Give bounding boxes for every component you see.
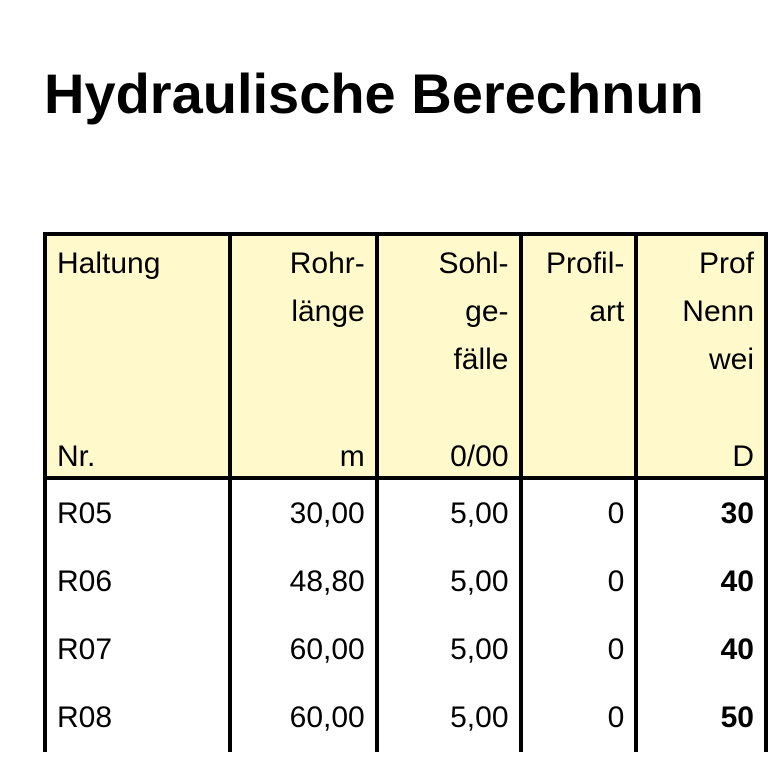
cell-nennweite: 30 (636, 478, 766, 548)
cell-sohlgefaelle: 5,00 (377, 684, 521, 752)
header-rohrlaenge: Rohr- länge (230, 234, 376, 434)
unit-haltung: Nr. (45, 434, 230, 478)
cell-sohlgefaelle: 5,00 (377, 548, 521, 616)
header-haltung: Haltung (45, 234, 230, 434)
table-unit-row (45, 434, 766, 478)
cell-rohrlaenge: 48,80 (230, 548, 376, 616)
cell-sohlgefaelle: 5,00 (377, 478, 521, 548)
cell-sohlgefaelle: 5,00 (377, 616, 521, 684)
unit-sohlgefaelle: 0/00 (377, 434, 521, 478)
cell-haltung: R05 (45, 478, 230, 548)
hydraulic-table (43, 232, 768, 752)
cell-haltung: R06 (45, 548, 230, 616)
cell-rohrlaenge: 60,00 (230, 616, 376, 684)
header-sohlgefaelle: Sohl- ge- fälle (377, 234, 521, 434)
cell-profilart: 0 (521, 548, 637, 616)
cell-profilart: 0 (521, 478, 637, 548)
header-profilart: Profil- art (521, 234, 637, 434)
table-row (45, 478, 766, 548)
cell-rohrlaenge: 60,00 (230, 684, 376, 752)
cell-rohrlaenge: 30,00 (230, 478, 376, 548)
unit-rohrlaenge: m (230, 434, 376, 478)
table-row (45, 684, 766, 752)
cell-profilart: 0 (521, 616, 637, 684)
unit-profilart (521, 434, 637, 478)
cell-nennweite: 40 (636, 616, 766, 684)
cell-profilart: 0 (521, 684, 637, 752)
cell-haltung: R07 (45, 616, 230, 684)
unit-nennweite: D (636, 434, 766, 478)
page-title: Hydraulische Berechnun (44, 62, 704, 125)
cell-nennweite: 40 (636, 548, 766, 616)
cell-haltung: R08 (45, 684, 230, 752)
header-nennweite: Prof Nenn wei (636, 234, 766, 434)
cell-nennweite: 50 (636, 684, 766, 752)
table-row (45, 548, 766, 616)
table-row (45, 616, 766, 684)
table-header-row (45, 234, 766, 434)
